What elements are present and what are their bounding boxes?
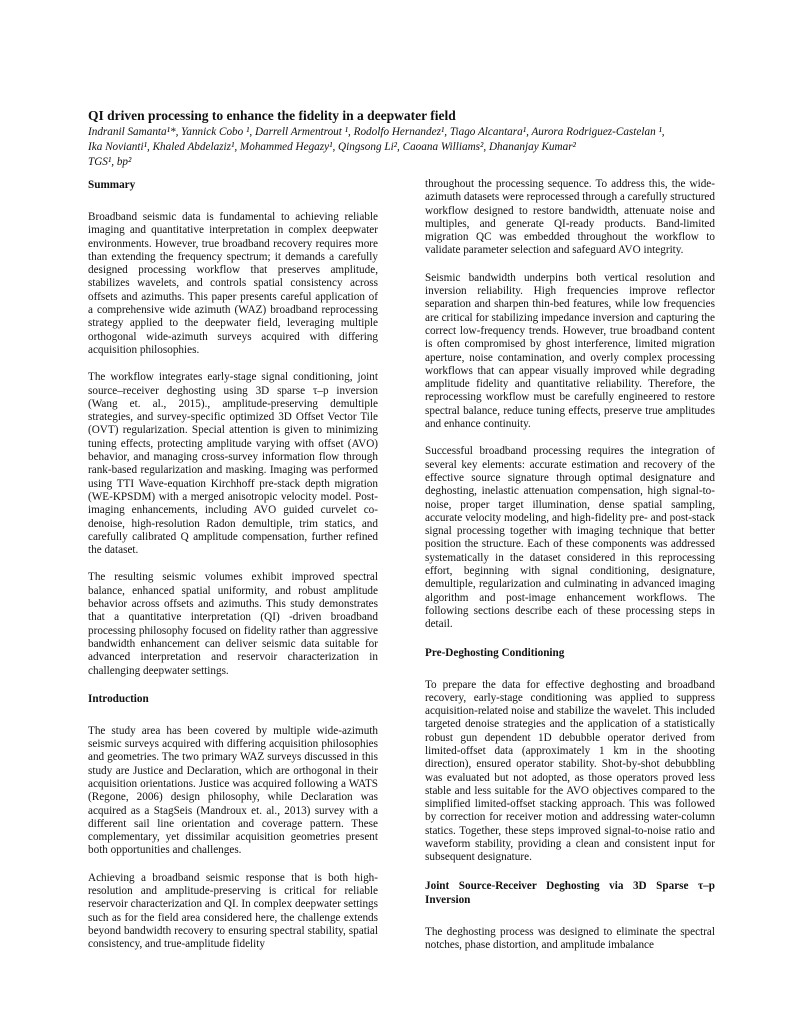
summary-paragraph-2: The workflow integrates early-stage signal conditioning, joint source–receiver deghosting using 3D sparse τ–p inversion (Wang et. al., 2015)., amplitude-preserving demultiple strategies, and survey-specific optimized 3D Offset Vector Tile (OVT) regularization. Special attention is given to minimizing tuning effects, protecting amplitude varying with offset (AVO) behavior, and managing cross-survey information flow through rank-based regularization and masking. Imaging was performed using TTI Wave-equation Kirchhoff pre-stack depth migration (WE-KPSDM) with a merged anisotropic velocity model. Post-imaging enhancements, including AVO guided curvelet co-denoise, high-resolution Radon demultiple, trim statics, and carefully calibrated Q amplitude compensation, further refined the dataset. [88,371,378,557]
introduction-paragraph-1: The study area has been covered by multiple wide-azimuth seismic surveys acquired with differing acquisition philosophies and geometries. The two primary WAZ surveys discussed in this study are Justice and Declaration, which are orthogonal in their acquisition orientations. Justice was acquired following a WATS (Regone, 2006) design philosophy, while Declaration was acquired as a StagSeis (Mandroux et. al., 2013) survey with a different sail line orientation and coverage pattern. These complementary, yet dissimilar acquisition geometries present both opportunities and challenges. [88,724,378,857]
affiliations: TGS¹, bp² [88,156,132,169]
introduction-paragraph-2: Achieving a broadband seismic response that is both high-resolution and amplitude-preserving is critical for reliable reservoir characterization and QI. In complex deepwater settings such as for the field area considered here, the challenge extends beyond bandwidth recovery to ensuring spectral stability, spatial consistency, and true-amplitude fidelity [88,871,378,951]
summary-heading: Summary [88,179,136,191]
authors-line-2: Ika Novianti¹, Khaled Abdelaziz¹, Mohammed Hegazy¹, Qingsong Li², Caoana Williams², Dhananjay Kumar² [88,141,576,154]
joint-deghosting-heading: Joint Source-Receiver Deghosting via 3D Sparse τ–p Inversion [425,879,715,906]
pre-deghosting-paragraph: To prepare the data for effective deghosting and broadband recovery, early-stage conditioning was applied to suppress acquisition-related noise and stabilize the wavelet. This included targeted denoise strategies and the application of a statistically robust gun dependent 1D debubble operator derived from limited-offset data (approximately 1 km in the shooting direction), ensured operator stability. Shot-by-shot debubbling was evaluated but not adopted, as those operators proved less stable and less suitable for the AVO objectives compared to the simplified limited-offset stacking approach. This was followed by correction for receiver motion and addressing water-column statics. Together, these steps improved signal-to-noise ratio and waveform stability, providing a clean and consistent input for subsequent designature. [425,678,715,864]
right-paragraph-2: Seismic bandwidth underpins both vertical resolution and inversion reliability. High frequencies improve reflector separation and sharpen thin-bed features, while low frequencies are critical for stabilizing impedance inversion and capturing the correct low-frequency trends. However, true broadband content is often compromised by ghost interference, limited migration aperture, noise contamination, and overly complex processing workflows that can appear visually improved while degrading amplitude fidelity and quantitative reliability. Therefore, the reprocessing workflow must be carefully engineered to restore spectral balance, reduce tuning effects, preserve true amplitudes and enhance continuity. [425,271,715,431]
pre-deghosting-heading: Pre-Deghosting Conditioning [425,646,565,659]
summary-paragraph-1: Broadband seismic data is fundamental to achieving reliable imaging and quantitative interpretation in complex deepwater environments. However, true broadband recovery requires more than extending the frequency spectrum; it demands a carefully designed processing workflow that preserves amplitude, stabilizes wavelets, and controls spatial consistency across offsets and azimuths. This paper presents careful application of a comprehensive wide azimuth (WAZ) broadband reprocessing strategy applied to the deepwater field, leveraging multiple orthogonal wide-azimuth surveys acquired with differing acquisition philosophies. [88,211,378,356]
author-block [88,125,718,171]
authors-line-1: Indranil Samanta¹*, Yannick Cobo ¹, Darrell Armentrout ¹, Rodolfo Hernandez¹, Tiago Alcantara¹, Aurora Rodriguez-Castelan ¹, [88,126,665,138]
left-column [88,178,378,966]
right-paragraph-3: Successful broadband processing requires the integration of several key elements: accurate estimation and recovery of the effective source signature through optimal designature and deghosting, inelastic attenuation compensation, high signal-to-noise, proper target illumination, dense spatial sampling, accurate velocity modeling, and high-fidelity pre- and post-stack signal processing together with imaging technique that better position the structure. Each of these components was addressed systematically in the dataset considered in this reprocessing effort, beginning with signal conditioning, designature, demultiple, regularization and culminating in advanced imaging algorithm and post-image enhancement workflows. The following sections describe each of these processing steps in detail. [425,445,715,631]
right-column [425,178,715,966]
joint-deghosting-paragraph: The deghosting process was designed to eliminate the spectral notches, phase distortion, and amplitude imbalance [425,925,715,951]
summary-paragraph-3: The resulting seismic volumes exhibit improved spectral balance, enhanced spatial uniformity, and robust amplitude behavior across offsets and azimuths. This study demonstrates that a quantitative interpretation (QI) -driven broadband processing philosophy focused on fidelity rather than aggressive bandwidth enhancement can deliver seismic data suitable for advanced interpretation and reservoir characterization in challenging deepwater settings. [88,571,378,677]
right-paragraph-1: throughout the processing sequence. To address this, the wide-azimuth datasets were reprocessed through a carefully structured workflow designed to restore bandwidth, attenuate noise and multiples, and generate QI-ready products. Band-limited migration QC was embedded throughout the workflow to validate parameter selection and safeguard AVO integrity. [425,178,715,257]
paper-title: QI driven processing to enhance the fidelity in a deepwater field [88,108,456,123]
introduction-heading: Introduction [88,692,149,705]
